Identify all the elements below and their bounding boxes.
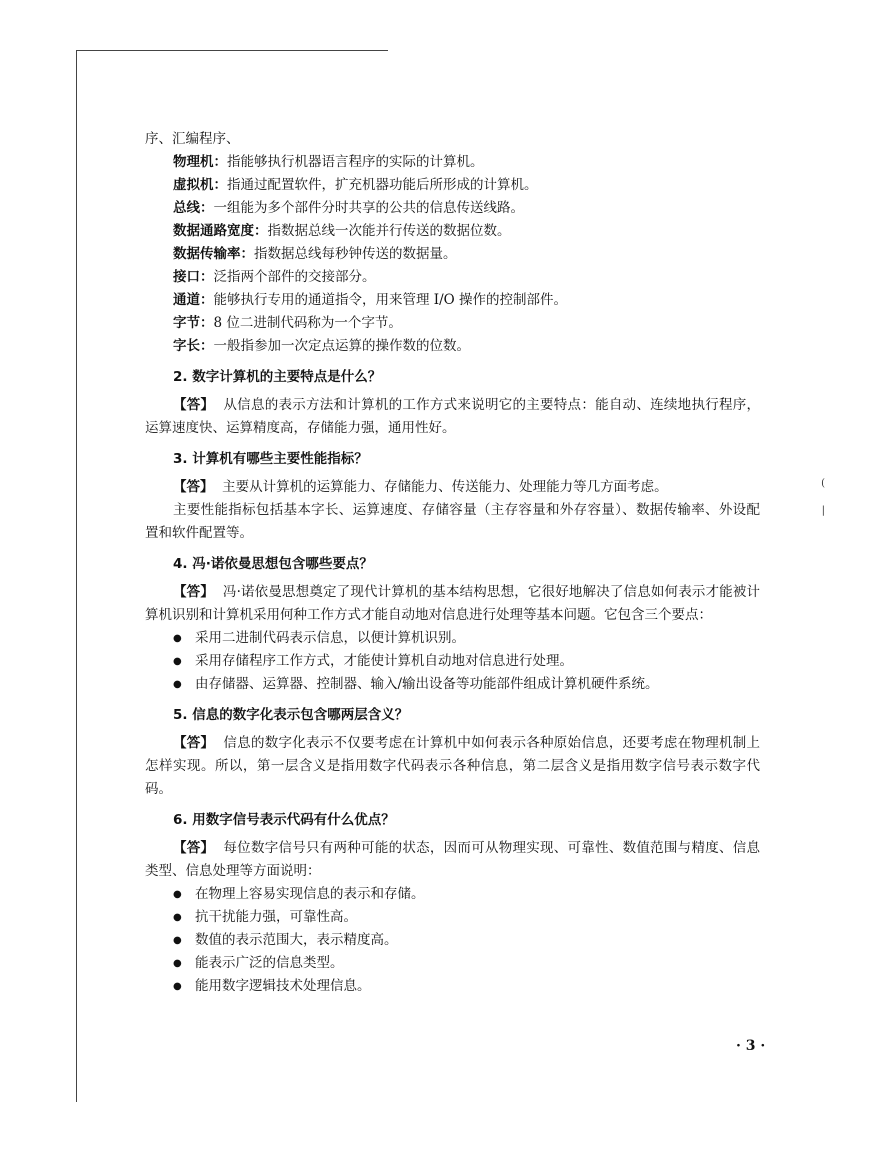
answer-tag: 【答】 (173, 397, 215, 413)
answer-tag: 【答】 (173, 479, 214, 495)
answer-text: 冯·诺依曼思想奠定了现代计算机的基本结构思想，它很好地解决了信息如何表示才能被计算机识别和计算机采用何种工作方式才能自动地对信息进行处理等基本问题。它包含三个要点： (145, 584, 760, 623)
list-item: ● 在物理上容易实现信息的表示和存储。 (173, 883, 760, 906)
definition-item (145, 220, 760, 243)
list-item: ● 采用二进制代码表示信息，以便计算机识别。 (173, 627, 760, 650)
question-heading: 5. 信息的数字化表示包含哪两层含义？ (173, 707, 409, 723)
answer-tag: 【答】 (173, 584, 214, 600)
definition-item (145, 243, 760, 266)
scan-mark: ( (821, 478, 825, 489)
answer-text: 信息的数字化表示不仅要考虑在计算机中如何表示各种原始信息，还要考虑在物理机制上怎样实现。所以，第一层含义是指用数字代码表示各种信息，第二层含义是指用数字信号表示数字代码。 (145, 735, 761, 797)
definition-item (145, 312, 760, 335)
definition-item (145, 197, 760, 220)
definition-term: 虚拟机： (173, 177, 227, 193)
definition-term: 总线： (173, 200, 214, 216)
definition-term: 字节： (173, 315, 214, 331)
definition-term: 字长： (173, 338, 214, 354)
definition-text: 一组能为多个部件分时共享的公共的信息传送线路。 (213, 200, 524, 216)
definition-term: 数据传输率： (173, 246, 254, 262)
answer-paragraph (145, 732, 760, 801)
list-item: ● 能用数字逻辑技术处理信息。 (173, 975, 760, 998)
list-item: ● 采用存储程序工作方式，才能使计算机自动地对信息进行处理。 (173, 650, 760, 673)
definition-term: 通道： (173, 292, 214, 308)
definition-text: 指能够执行机器语言程序的实际的计算机。 (227, 154, 484, 170)
page-body (145, 128, 760, 998)
definition-item (145, 174, 760, 197)
question-heading: 3. 计算机有哪些主要性能指标？ (173, 451, 368, 467)
scan-mark: | (821, 505, 825, 516)
bullet-list (145, 883, 760, 998)
answer-text: 每位数字信号只有两种可能的状态，因而可从物理实现、可靠性、数值范围与精度、信息类型、信息处理等方面说明： (145, 840, 761, 879)
definition-list (145, 151, 760, 358)
answer-paragraph (145, 394, 760, 440)
answer-paragraph (145, 476, 760, 499)
answer-tag: 【答】 (173, 840, 215, 856)
definition-text: 能够执行专用的通道指令，用来管理 I/O 操作的控制部件。 (213, 292, 568, 308)
definition-text: 8 位二进制代码称为一个字节。 (213, 315, 402, 331)
definition-text: 泛指两个部件的交接部分。 (213, 269, 376, 285)
definition-item (145, 151, 760, 174)
list-item: ● 抗干扰能力强，可靠性高。 (173, 906, 760, 929)
answer-extra-paragraph: 主要性能指标包括基本字长、运算速度、存储容量（主存容量和外存容量）、数据传输率、外设配置和软件配置等。 (145, 502, 760, 541)
definition-text: 指数据总线每秒钟传送的数据量。 (254, 246, 457, 262)
definition-text: 指通过配置软件，扩充机器功能后所形成的计算机。 (227, 177, 538, 193)
definition-term: 数据通路宽度： (173, 223, 268, 239)
answer-paragraph (145, 581, 760, 627)
question-heading: 4. 冯·诺依曼思想包含哪些要点？ (173, 556, 373, 572)
list-item: ● 由存储器、运算器、控制器、输入/输出设备等功能部件组成计算机硬件系统。 (173, 673, 760, 696)
page-number: · 3 · (736, 1038, 766, 1054)
bullet-list (145, 627, 760, 696)
list-item: ● 数值的表示范围大，表示精度高。 (173, 929, 760, 952)
left-rule (76, 50, 77, 1102)
question-heading: 6. 用数字信号表示代码有什么优点？ (173, 812, 395, 828)
definition-item (145, 335, 760, 358)
definition-item (145, 266, 760, 289)
definition-term: 物理机： (173, 154, 227, 170)
answer-text: 主要从计算机的运算能力、存储能力、传送能力、处理能力等几方面考虑。 (222, 479, 668, 495)
definition-text: 一般指参加一次定点运算的操作数的位数。 (213, 338, 470, 354)
question-heading: 2. 数字计算机的主要特点是什么？ (173, 369, 382, 385)
definition-text: 指数据总线一次能并行传送的数据位数。 (267, 223, 511, 239)
answer-paragraph (145, 837, 760, 883)
intro-line: 序、汇编程序、 (145, 131, 240, 147)
list-item: ● 能表示广泛的信息类型。 (173, 952, 760, 975)
definition-item (145, 289, 760, 312)
top-rule (76, 50, 388, 51)
definition-term: 接口： (173, 269, 214, 285)
answer-text: 从信息的表示方法和计算机的工作方式来说明它的主要特点：能自动、连续地执行程序，运算速度快、运算精度高，存储能力强，通用性好。 (145, 397, 761, 436)
answer-tag: 【答】 (173, 735, 215, 751)
